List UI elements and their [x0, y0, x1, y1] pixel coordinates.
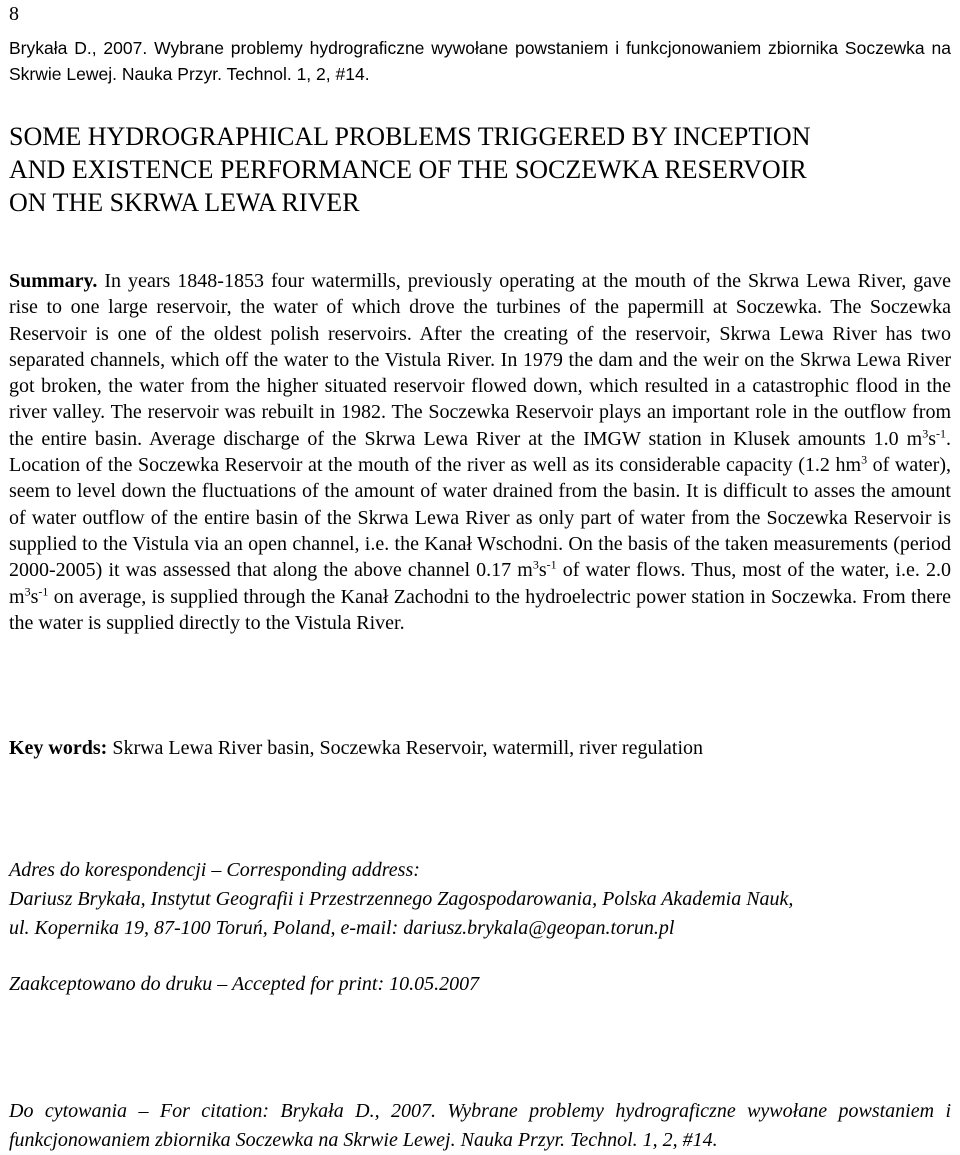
superscript: -1 [546, 557, 557, 572]
superscript: -1 [38, 583, 49, 598]
citation-note: Do cytowania – For citation: Brykała D., 2007. Wybrane problemy hydrograficzne wywołane powstaniem i funkcjonowaniem zbiornika Soczewka na Skrwie Lewej. Nauka Przyr. Technol. 1, 2, #14. [9, 1100, 951, 1151]
correspondence-address [9, 856, 951, 943]
summary-text: of water flows. Thus, most of the water, i.e. 2.0 m [9, 559, 951, 608]
summary-text: of water), seem to level down the fluctuations of the amount of water drained from the basin. It is difficult to asses the amount of water outflow of the entire basin of the Skrwa Lewa River as only part of water from the Soczewka Reservoir is supplied to the Vistula via an open channel, i.e. the Kanał Wschodni. On the basis of the taken measurements (period 2000-2005) it was assessed that along the above channel 0.17 m [9, 454, 951, 582]
page-number: 8 [9, 3, 19, 25]
summary-text: s [30, 585, 39, 608]
summary-paragraph [9, 268, 951, 636]
summary-label: Summary. [9, 270, 98, 292]
superscript: 3 [532, 557, 539, 572]
title-line: AND EXISTENCE PERFORMANCE OF THE SOCZEWKA RESERVOIR [9, 155, 807, 184]
header-citation: Brykała D., 2007. Wybrane problemy hydrograficzne wywołane powstaniem i funkcjonowaniem zbiornika Soczewka na Skrwie Lewej. Nauka Przyr. Technol. 1, 2, #14. [9, 38, 951, 84]
summary-text: . Location of the Soczewka Reservoir at the mouth of the river as well as its considerable capacity (1.2 hm [9, 427, 951, 477]
keywords-label: Key words: [9, 737, 108, 759]
superscript: 3 [24, 583, 31, 598]
keywords-text: Skrwa Lewa River basin, Soczewka Reservoir, watermill, river regulation [107, 737, 704, 759]
summary-text: In years 1848-1853 four watermills, previously operating at the mouth of the Skrwa Lewa River, gave rise to one large reservoir, the water of which drove the turbines of the papermill at Soczewka. The Soczewka Reservoir is one of the oldest polish reservoirs. After the creating of the reservoir, Skrwa Lewa River has two separated channels, which off the water to the Vistula River. In 1979 the dam and the weir on the Skrwa Lewa River got broken, the water from the higher situated reservoir flowed down, which resulted in a catastrophic flood in the river valley. The reservoir was rebuilt in 1982. The Soczewka Reservoir plays an important role in the outflow from the entire basin. Average discharge of the Skrwa Lewa River at the IMGW station in Klusek amounts 1.0 m [9, 270, 951, 450]
address-line: ul. Kopernika 19, 87-100 Toruń, Poland, e-mail: dariusz.brykala@geopan.torun.pl [9, 917, 675, 939]
title-line: SOME HYDROGRAPHICAL PROBLEMS TRIGGERED BY INCEPTION [9, 122, 811, 151]
keywords [9, 733, 951, 763]
superscript: -1 [936, 426, 946, 441]
summary-text: s [928, 427, 936, 450]
accepted-date: Zaakceptowano do druku – Accepted for print: 10.05.2007 [9, 973, 480, 995]
superscript: 3 [922, 426, 929, 441]
superscript: 3 [861, 452, 868, 467]
article-title [9, 120, 951, 219]
address-line: Dariusz Brykała, Instytut Geografii i Przestrzennego Zagospodarowania, Polska Akademia Nauk, [9, 888, 794, 910]
address-heading: Adres do korespondencji – Corresponding address: [9, 859, 420, 881]
summary-text: s [538, 559, 547, 582]
summary-text: on average, is supplied through the Kanał Zachodni to the hydroelectric power station in Soczewka. From there the water is supplied directly to the Vistula River. [9, 585, 951, 634]
title-line: ON THE SKRWA LEWA RIVER [9, 188, 360, 217]
